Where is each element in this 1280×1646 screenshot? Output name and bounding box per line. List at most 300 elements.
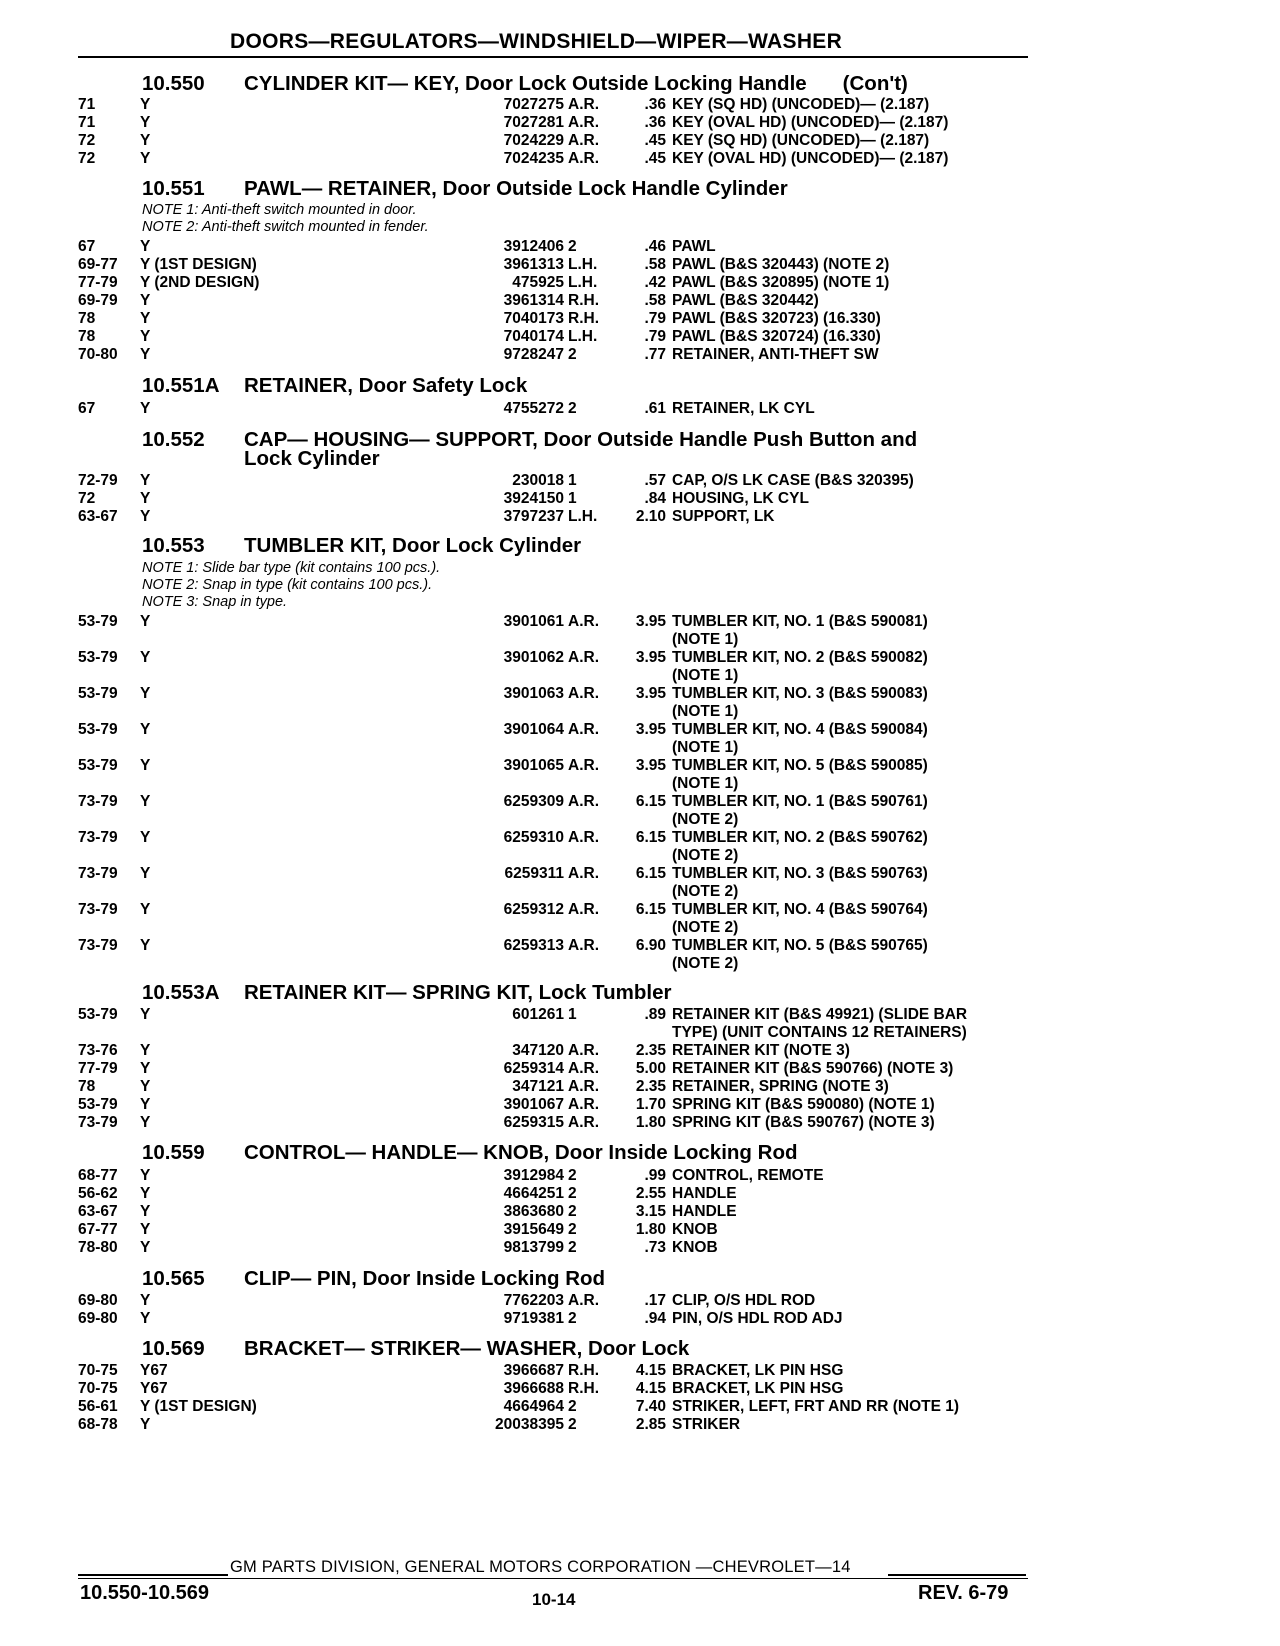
part-row	[78, 256, 1028, 274]
footer-page-number: 10-14	[532, 1590, 576, 1609]
part-number: 6259313	[503, 937, 564, 954]
part-price: 4.15	[635, 1362, 666, 1379]
part-years: 73-79	[78, 865, 118, 882]
part-description: HOUSING, LK CYL	[672, 490, 809, 507]
part-description: TUMBLER KIT, NO. 5 (B&S 590085)	[672, 757, 928, 774]
part-number: 20038395	[495, 1416, 564, 1433]
section-title: CLIP— PIN, Door Inside Locking Rod	[244, 1267, 606, 1290]
part-model: Y	[140, 1221, 151, 1238]
part-years: 68-78	[78, 1416, 118, 1433]
part-quantity: A.R.	[568, 1114, 599, 1131]
part-quantity: A.R.	[568, 1096, 599, 1113]
part-number: 4755272	[503, 400, 564, 417]
part-row	[78, 1060, 1028, 1078]
part-years: 68-77	[78, 1167, 118, 1184]
part-price: .42	[644, 274, 666, 291]
part-row	[78, 508, 1028, 526]
part-quantity: 2	[568, 1416, 577, 1433]
part-row	[78, 1239, 1028, 1257]
part-years: 78	[78, 1078, 96, 1095]
part-years: 53-79	[78, 1096, 118, 1113]
part-years: 73-79	[78, 901, 118, 918]
part-quantity: A.R.	[568, 96, 599, 113]
part-description: TUMBLER KIT, NO. 3 (B&S 590083)	[672, 685, 928, 702]
section-heading	[142, 1143, 798, 1162]
part-price: .46	[644, 238, 666, 255]
section-number: 10.559	[142, 1141, 205, 1164]
part-years: 77-79	[78, 1060, 118, 1077]
part-description: SPRING KIT (B&S 590767) (NOTE 3)	[672, 1114, 935, 1131]
part-row	[78, 937, 1028, 955]
part-price: .77	[644, 346, 666, 363]
section-title: CYLINDER KIT— KEY, Door Lock Outside Locking Handle	[244, 72, 807, 95]
part-number: 6259311	[504, 865, 564, 882]
part-years: 53-79	[78, 649, 118, 666]
footer-revision: REV. 6-79	[918, 1582, 1009, 1604]
part-row	[78, 1362, 1028, 1380]
part-price: .73	[644, 1239, 666, 1256]
part-quantity: A.R.	[568, 1042, 599, 1059]
part-description: KEY (SQ HD) (UNCODED)— (2.187)	[672, 132, 930, 149]
part-years: 53-79	[78, 685, 118, 702]
part-number: 6259315	[503, 1114, 564, 1131]
section-heading	[142, 1269, 605, 1288]
part-description-line2: (NOTE 1)	[672, 703, 739, 720]
part-quantity: L.H.	[568, 328, 598, 345]
part-years: 73-76	[78, 1042, 118, 1059]
section-number: 10.550	[142, 72, 205, 95]
part-description: STRIKER	[672, 1416, 741, 1433]
part-description: TUMBLER KIT, NO. 4 (B&S 590084)	[672, 721, 928, 738]
part-row	[78, 1292, 1028, 1310]
part-price: 6.15	[635, 829, 666, 846]
part-number: 3901062	[503, 649, 564, 666]
part-description: PAWL (B&S 320443) (NOTE 2)	[672, 256, 890, 273]
part-price: .89	[644, 1006, 666, 1023]
section-number: 10.551A	[142, 374, 220, 397]
part-description: HANDLE	[672, 1185, 737, 1202]
part-number: 9728247	[503, 346, 564, 363]
part-price: 2.10	[635, 508, 666, 525]
part-years: 67-77	[78, 1221, 118, 1238]
part-price: .84	[644, 490, 666, 507]
section-title: RETAINER KIT— SPRING KIT, Lock Tumbler	[244, 981, 672, 1004]
part-price: 1.80	[635, 1114, 666, 1131]
section-title: CONTROL— HANDLE— KNOB, Door Inside Locking Rod	[244, 1141, 798, 1164]
part-model: Y	[140, 400, 151, 417]
part-years: 73-79	[78, 1114, 118, 1131]
part-description-line2: (NOTE 1)	[672, 631, 739, 648]
part-model: Y	[140, 937, 151, 954]
part-quantity: A.R.	[568, 757, 599, 774]
section-title: PAWL— RETAINER, Door Outside Lock Handle Cylinder	[244, 177, 788, 200]
section-number: 10.553	[142, 534, 205, 557]
footer-section-range: 10.550-10.569	[80, 1582, 210, 1604]
part-price: 1.80	[635, 1221, 666, 1238]
part-model: Y	[140, 1096, 151, 1113]
section-note: NOTE 3: Snap in type.	[142, 594, 288, 610]
part-row	[78, 1185, 1028, 1203]
footer-rule-right	[888, 1574, 1026, 1576]
part-model: Y	[140, 793, 151, 810]
part-description: STRIKER, LEFT, FRT AND RR (NOTE 1)	[672, 1398, 960, 1415]
part-number: 3863680	[503, 1203, 564, 1220]
part-number: 4664251	[503, 1185, 564, 1202]
part-row	[78, 1398, 1028, 1416]
part-description: TUMBLER KIT, NO. 4 (B&S 590764)	[672, 901, 928, 918]
part-number: 6259309	[503, 793, 564, 810]
part-description: TUMBLER KIT, NO. 5 (B&S 590765)	[672, 937, 928, 954]
section-title: RETAINER, Door Safety Lock	[244, 374, 528, 397]
part-number: 6259314	[503, 1060, 564, 1077]
part-quantity: 2	[568, 346, 577, 363]
part-quantity: A.R.	[568, 1078, 599, 1095]
part-years: 69-80	[78, 1292, 118, 1309]
part-price: 3.95	[635, 757, 666, 774]
part-years: 78	[78, 310, 96, 327]
part-description: TUMBLER KIT, NO. 1 (B&S 590761)	[672, 793, 928, 810]
part-row	[78, 132, 1028, 150]
part-number: 3966687	[503, 1362, 564, 1379]
part-price: 3.95	[635, 721, 666, 738]
part-row	[78, 292, 1028, 310]
part-description-line2: (NOTE 2)	[672, 955, 739, 972]
part-quantity: 1	[568, 472, 577, 489]
part-price: 5.00	[635, 1060, 666, 1077]
part-number: 3797237	[503, 508, 564, 525]
part-price: 7.40	[635, 1398, 666, 1415]
part-price: 3.15	[635, 1203, 666, 1220]
section-title-line2: Lock Cylinder	[244, 447, 380, 470]
part-number: 3961314	[503, 292, 564, 309]
section-heading	[142, 536, 581, 555]
part-model: Y	[140, 238, 151, 255]
part-price: .79	[644, 328, 666, 345]
part-price: .99	[644, 1167, 666, 1184]
part-quantity: A.R.	[568, 1292, 599, 1309]
part-model: Y67	[140, 1380, 168, 1397]
part-price: .45	[644, 150, 666, 167]
part-row	[78, 793, 1028, 811]
part-quantity: L.H.	[568, 256, 598, 273]
part-years: 70-75	[78, 1362, 118, 1379]
part-price: 3.95	[635, 685, 666, 702]
part-description-line2: TYPE) (UNIT CONTAINS 12 RETAINERS)	[672, 1024, 967, 1041]
part-years: 67	[78, 400, 96, 417]
part-years: 71	[78, 114, 96, 131]
part-model: Y	[140, 1239, 151, 1256]
part-quantity: 1	[568, 490, 577, 507]
part-model: Y	[140, 328, 151, 345]
part-quantity: A.R.	[568, 685, 599, 702]
part-model: Y	[140, 472, 151, 489]
part-model: Y	[140, 346, 151, 363]
part-row	[78, 1310, 1028, 1328]
footer-corporation: GM PARTS DIVISION, GENERAL MOTORS CORPORATION —CHEVROLET—14	[230, 1558, 851, 1576]
part-price: .17	[644, 1292, 666, 1309]
part-description: TUMBLER KIT, NO. 2 (B&S 590082)	[672, 649, 928, 666]
part-price: 6.15	[635, 901, 666, 918]
part-years: 72	[78, 150, 96, 167]
part-description: PIN, O/S HDL ROD ADJ	[672, 1310, 843, 1327]
part-quantity: R.H.	[568, 1380, 599, 1397]
section-number: 10.552	[142, 428, 205, 451]
part-description: PAWL (B&S 320442)	[672, 292, 819, 309]
part-price: 3.95	[635, 613, 666, 630]
part-number: 7024229	[503, 132, 564, 149]
part-description: PAWL (B&S 320723) (16.330)	[672, 310, 881, 327]
part-years: 69-79	[78, 292, 118, 309]
part-row	[78, 613, 1028, 631]
part-price: 2.35	[635, 1042, 666, 1059]
part-row	[78, 1078, 1028, 1096]
part-model: Y67	[140, 1362, 168, 1379]
section-heading	[142, 376, 527, 395]
part-description: RETAINER KIT (NOTE 3)	[672, 1042, 850, 1059]
part-price: .79	[644, 310, 666, 327]
part-quantity: A.R.	[568, 114, 599, 131]
part-description: CONTROL, REMOTE	[672, 1167, 824, 1184]
part-number: 3924150	[503, 490, 564, 507]
part-model: Y	[140, 829, 151, 846]
part-model: Y	[140, 1185, 151, 1202]
part-quantity: A.R.	[568, 865, 599, 882]
part-model: Y	[140, 1042, 151, 1059]
part-number: 601261	[512, 1006, 564, 1023]
part-price: 2.35	[635, 1078, 666, 1095]
part-years: 72	[78, 132, 96, 149]
part-price: 6.90	[635, 937, 666, 954]
part-years: 78-80	[78, 1239, 118, 1256]
part-price: .57	[644, 472, 666, 489]
part-number: 3961313	[503, 256, 564, 273]
part-description: TUMBLER KIT, NO. 2 (B&S 590762)	[672, 829, 928, 846]
part-model: Y	[140, 96, 151, 113]
part-price: 6.15	[635, 793, 666, 810]
part-years: 73-79	[78, 937, 118, 954]
part-price: 1.70	[635, 1096, 666, 1113]
part-model: Y (2ND DESIGN)	[140, 274, 260, 291]
part-price: .36	[644, 114, 666, 131]
section-note: NOTE 1: Anti-theft switch mounted in door.	[142, 202, 417, 218]
part-model: Y	[140, 292, 151, 309]
part-description: HANDLE	[672, 1203, 737, 1220]
section-continued: (Con't)	[842, 72, 908, 95]
part-model: Y	[140, 508, 151, 525]
part-price: 2.85	[635, 1416, 666, 1433]
part-description: CAP, O/S LK CASE (B&S 320395)	[672, 472, 914, 489]
part-quantity: A.R.	[568, 1060, 599, 1077]
part-quantity: A.R.	[568, 901, 599, 918]
part-row	[78, 472, 1028, 490]
part-description: PAWL	[672, 238, 716, 255]
part-years: 73-79	[78, 793, 118, 810]
part-number: 4664964	[503, 1398, 564, 1415]
section-number: 10.565	[142, 1267, 205, 1290]
section-note: NOTE 2: Snap in type (kit contains 100 pcs.).	[142, 577, 433, 593]
section-heading	[142, 983, 672, 1002]
part-price: .94	[644, 1310, 666, 1327]
part-row	[78, 1167, 1028, 1185]
part-description: BRACKET, LK PIN HSG	[672, 1362, 844, 1379]
part-model: Y (1ST DESIGN)	[140, 1398, 257, 1415]
part-row	[78, 490, 1028, 508]
part-row	[78, 238, 1028, 256]
part-row	[78, 274, 1028, 292]
part-row	[78, 1042, 1028, 1060]
part-number: 3915649	[503, 1221, 564, 1238]
part-quantity: 2	[568, 238, 577, 255]
part-row	[78, 1203, 1028, 1221]
part-price: .58	[644, 256, 666, 273]
part-quantity: A.R.	[568, 721, 599, 738]
part-years: 70-80	[78, 346, 118, 363]
part-price: 4.15	[635, 1380, 666, 1397]
part-description: RETAINER, LK CYL	[672, 400, 815, 417]
section-heading	[142, 430, 917, 468]
part-quantity: L.H.	[568, 274, 598, 291]
part-years: 78	[78, 328, 96, 345]
part-model: Y	[140, 613, 151, 630]
part-row	[78, 829, 1028, 847]
part-years: 69-80	[78, 1310, 118, 1327]
part-description: BRACKET, LK PIN HSG	[672, 1380, 844, 1397]
part-row	[78, 1221, 1028, 1239]
part-years: 56-62	[78, 1185, 118, 1202]
part-price: .58	[644, 292, 666, 309]
part-price: .36	[644, 96, 666, 113]
part-number: 3901061	[503, 613, 564, 630]
part-price: 3.95	[635, 649, 666, 666]
part-quantity: 2	[568, 1185, 577, 1202]
part-number: 9813799	[503, 1239, 564, 1256]
part-model: Y	[140, 649, 151, 666]
part-description-line2: (NOTE 2)	[672, 847, 739, 864]
part-model: Y	[140, 1292, 151, 1309]
part-price: 2.55	[635, 1185, 666, 1202]
part-description: SPRING KIT (B&S 590080) (NOTE 1)	[672, 1096, 935, 1113]
part-description: SUPPORT, LK	[672, 508, 775, 525]
part-model: Y	[140, 490, 151, 507]
part-number: 347121	[512, 1078, 564, 1095]
part-model: Y	[140, 757, 151, 774]
section-note: NOTE 1: Slide bar type (kit contains 100 pcs.).	[142, 560, 441, 576]
part-quantity: R.H.	[568, 310, 599, 327]
part-row	[78, 114, 1028, 132]
part-quantity: A.R.	[568, 649, 599, 666]
part-years: 69-77	[78, 256, 118, 273]
part-row	[78, 757, 1028, 775]
part-number: 7027281	[503, 114, 564, 131]
part-years: 67	[78, 238, 96, 255]
part-model: Y	[140, 114, 151, 131]
part-number: 7040173	[503, 310, 564, 327]
part-row	[78, 96, 1028, 114]
part-row	[78, 400, 1028, 418]
part-quantity: 1	[568, 1006, 577, 1023]
part-quantity: A.R.	[568, 613, 599, 630]
part-row	[78, 1114, 1028, 1132]
part-quantity: A.R.	[568, 150, 599, 167]
part-quantity: 2	[568, 1167, 577, 1184]
part-quantity: A.R.	[568, 793, 599, 810]
part-description: RETAINER KIT (B&S 49921) (SLIDE BAR	[672, 1006, 968, 1023]
part-description-line2: (NOTE 1)	[672, 739, 739, 756]
part-price: .61	[644, 400, 666, 417]
part-description-line2: (NOTE 1)	[672, 775, 739, 792]
part-number: 3901067	[503, 1096, 564, 1113]
part-description-line2: (NOTE 1)	[672, 667, 739, 684]
part-model: Y	[140, 310, 151, 327]
part-model: Y	[140, 1006, 151, 1023]
part-description: RETAINER, SPRING (NOTE 3)	[672, 1078, 889, 1095]
header-rule	[78, 56, 1028, 58]
part-row	[78, 150, 1028, 168]
part-years: 70-75	[78, 1380, 118, 1397]
part-model: Y	[140, 1310, 151, 1327]
part-row	[78, 1416, 1028, 1434]
part-description: PAWL (B&S 320895) (NOTE 1)	[672, 274, 890, 291]
part-model: Y	[140, 685, 151, 702]
part-quantity: A.R.	[568, 937, 599, 954]
part-description: RETAINER KIT (B&S 590766) (NOTE 3)	[672, 1060, 954, 1077]
part-model: Y (1ST DESIGN)	[140, 256, 257, 273]
part-years: 53-79	[78, 721, 118, 738]
part-quantity: 2	[568, 400, 577, 417]
part-model: Y	[140, 132, 151, 149]
part-row	[78, 1006, 1028, 1024]
part-quantity: R.H.	[568, 1362, 599, 1379]
part-quantity: R.H.	[568, 292, 599, 309]
part-model: Y	[140, 1416, 151, 1433]
section-heading	[142, 179, 788, 198]
part-model: Y	[140, 721, 151, 738]
part-quantity: 2	[568, 1310, 577, 1327]
part-price: 6.15	[635, 865, 666, 882]
part-description: TUMBLER KIT, NO. 3 (B&S 590763)	[672, 865, 928, 882]
part-number: 3901065	[503, 757, 564, 774]
part-model: Y	[140, 1060, 151, 1077]
part-row	[78, 649, 1028, 667]
section-title: BRACKET— STRIKER— WASHER, Door Lock	[244, 1337, 690, 1360]
part-years: 77-79	[78, 274, 118, 291]
section-title: TUMBLER KIT, Door Lock Cylinder	[244, 534, 582, 557]
part-description: TUMBLER KIT, NO. 1 (B&S 590081)	[672, 613, 928, 630]
footer-rule	[78, 1578, 1028, 1579]
part-description: KNOB	[672, 1221, 718, 1238]
part-row	[78, 721, 1028, 739]
part-row	[78, 865, 1028, 883]
part-number: 9719381	[503, 1310, 564, 1327]
part-row	[78, 346, 1028, 364]
part-row	[78, 1096, 1028, 1114]
part-row	[78, 685, 1028, 703]
part-description-line2: (NOTE 2)	[672, 883, 739, 900]
part-model: Y	[140, 865, 151, 882]
part-model: Y	[140, 901, 151, 918]
section-heading	[142, 1339, 689, 1358]
page-header-title: DOORS—REGULATORS—WINDSHIELD—WIPER—WASHER	[230, 30, 843, 53]
part-row	[78, 1380, 1028, 1398]
part-years: 56-61	[78, 1398, 118, 1415]
section-number: 10.553A	[142, 981, 220, 1004]
part-number: 475925	[512, 274, 564, 291]
part-number: 3901064	[503, 721, 564, 738]
part-quantity: A.R.	[568, 829, 599, 846]
section-heading	[142, 74, 908, 93]
part-number: 7762203	[503, 1292, 564, 1309]
part-years: 73-79	[78, 829, 118, 846]
